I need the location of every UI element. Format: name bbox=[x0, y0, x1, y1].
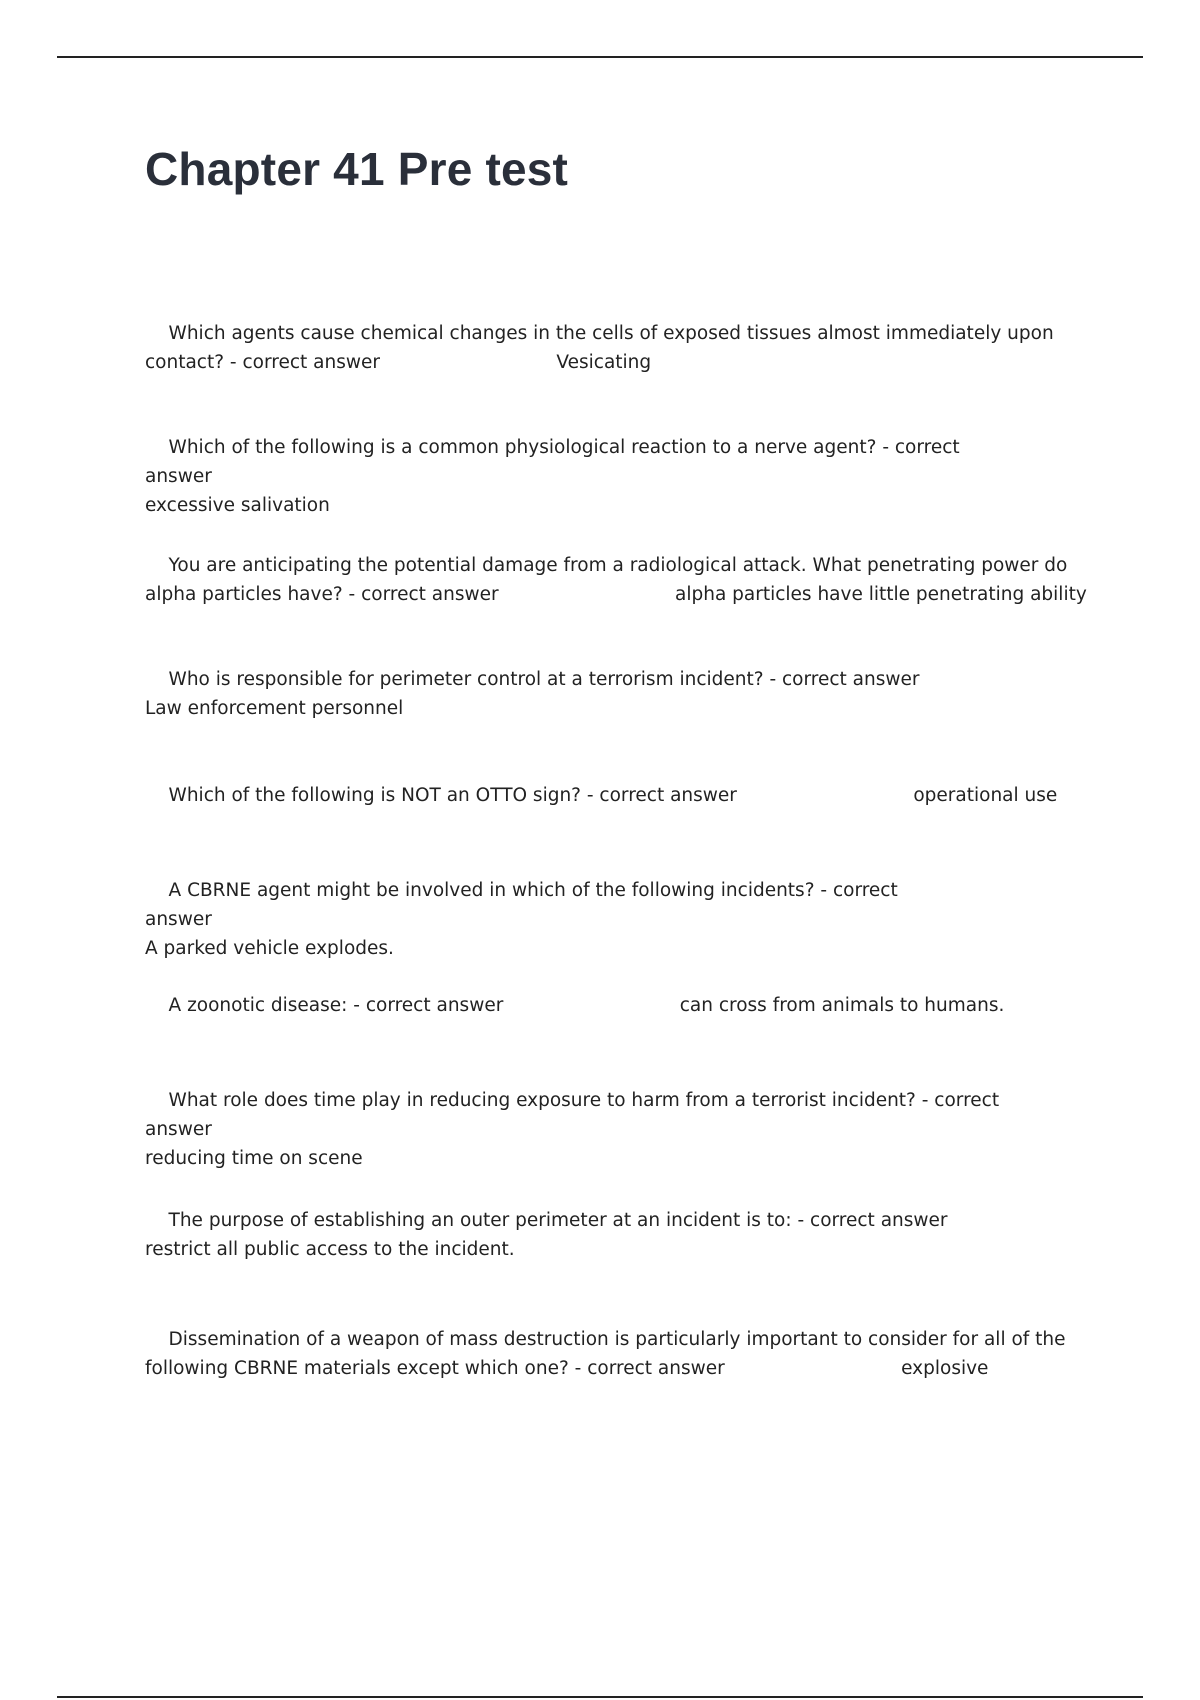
answer-text: can cross from animals to humans. bbox=[679, 995, 1005, 1016]
qa-item bbox=[145, 752, 1105, 839]
qa-item bbox=[145, 290, 1105, 406]
qa-item bbox=[145, 1177, 965, 1293]
question-text: A CBRNE agent might be involved in which of the following incidents? - correct answer bbox=[145, 880, 904, 930]
question-text: Dissemination of a weapon of mass destruction is particularly important to consider for all of the following CBRNE materials except which one? - correct answer bbox=[145, 1329, 1072, 1379]
question-text: What role does time play in reducing exposure to harm from a terrorist incident? - correct answer bbox=[145, 1090, 1005, 1140]
page-title: Chapter 41 Pre test bbox=[145, 143, 569, 195]
answer-text: explosive bbox=[901, 1358, 989, 1379]
question-text: Which of the following is a common physiological reaction to a nerve agent? - correct answer bbox=[145, 437, 966, 487]
answer-text: restrict all public access to the incident. bbox=[145, 1239, 515, 1260]
question-text: Which of the following is NOT an OTTO sign? - correct answer bbox=[168, 785, 737, 806]
answer-text: Vesicating bbox=[556, 352, 652, 373]
question-text: A zoonotic disease: - correct answer bbox=[168, 995, 504, 1016]
qa-item bbox=[145, 1296, 1085, 1412]
answer-text: Law enforcement personnel bbox=[145, 698, 404, 719]
qa-item bbox=[145, 636, 965, 752]
question-text: Which agents cause chemical changes in the cells of exposed tissues almost immediately upon contact? - correct answer bbox=[145, 323, 1060, 373]
answer-text: A parked vehicle explodes. bbox=[145, 938, 394, 959]
question-text: Who is responsible for perimeter control at a terrorism incident? - correct answer bbox=[168, 669, 920, 690]
answer-text: operational use bbox=[913, 785, 1058, 806]
answer-text: alpha particles have little penetrating ability bbox=[675, 584, 1087, 605]
question-text: The purpose of establishing an outer perimeter at an incident is to: - correct answer bbox=[168, 1210, 948, 1231]
answer-text: reducing time on scene bbox=[145, 1148, 363, 1169]
bottom-rule bbox=[57, 1696, 1143, 1698]
question-text: You are anticipating the potential damage from a radiological attack. What penetrating power do alpha particles have? - correct answer bbox=[145, 555, 1074, 605]
qa-item bbox=[145, 522, 1105, 638]
answer-text: excessive salivation bbox=[145, 495, 330, 516]
qa-item bbox=[145, 962, 1105, 1049]
top-rule bbox=[57, 56, 1143, 58]
